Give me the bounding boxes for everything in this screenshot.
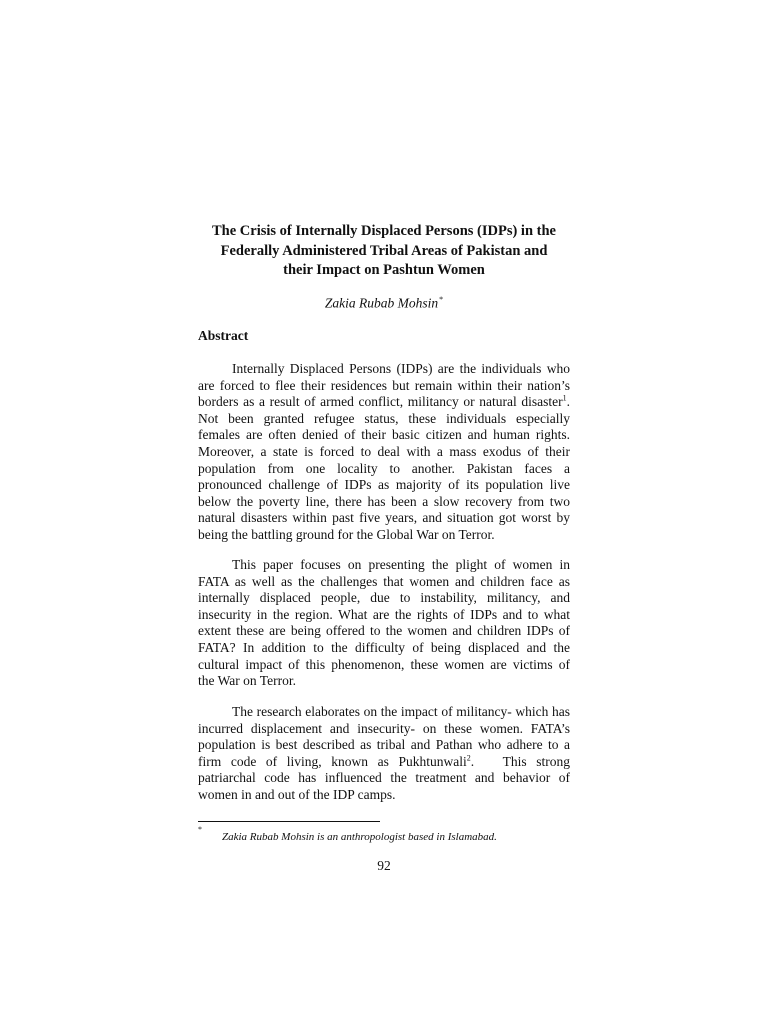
text-line: FATA as well as the challenges that women and children face as: [198, 573, 570, 589]
author-byline: [198, 295, 570, 312]
text-line: patriarchal code has influenced the treatment and behavior of: [198, 770, 570, 786]
text-line: females are often denied of their basic citizen and human rights.: [198, 427, 570, 443]
text-segment: borders as a result of armed conflict, militancy or natural disaster: [198, 394, 563, 410]
footnote-text: Zakia Rubab Mohsin is an anthropologist based in Islamabad.: [222, 831, 497, 843]
text-line: natural disasters within past five years, and situation got worst by: [198, 510, 570, 526]
abstract-heading: Abstract: [198, 328, 249, 343]
text-line: population from one locality to another. Pakistan faces a: [198, 460, 570, 476]
text-line: [198, 394, 570, 411]
text-line: pronounced challenge of IDPs as majority of its population live: [198, 477, 570, 493]
text-line: This paper focuses on presenting the plight of women in: [232, 557, 570, 572]
article-title: [198, 222, 570, 281]
text-line: internally displaced people, due to instability, militancy, and: [198, 590, 570, 606]
author-footnote-marker: *: [439, 295, 444, 304]
title-line: The Crisis of Internally Displaced Persons (IDPs) in the: [212, 223, 556, 239]
page-number: 92: [377, 858, 391, 873]
author-name: Zakia Rubab Mohsin: [324, 295, 439, 311]
abstract-paragraph-2: [198, 557, 570, 690]
footnote-separator: [198, 821, 380, 822]
title-line: their Impact on Pashtun Women: [283, 262, 485, 278]
abstract-paragraph-3: [198, 704, 570, 804]
text-line: are forced to flee their residences but remain within their nation’s: [198, 377, 570, 393]
text-segment: firm code of living, known as Pukhtunwali: [198, 753, 467, 769]
text-line: insecurity in the region. What are the rights of IDPs and to what: [198, 606, 570, 622]
footnote-marker: *: [198, 825, 202, 834]
text-line: below the poverty line, there has been a slow recovery from two: [198, 493, 570, 509]
text-line: the War on Terror.: [198, 673, 296, 689]
text-line: Moreover, a state is forced to deal with a mass exodus of their: [198, 443, 570, 459]
footnote-reference: 1: [562, 393, 567, 403]
title-line: Federally Administered Tribal Areas of Pakistan and: [220, 242, 548, 259]
text-segment: .: [566, 394, 570, 410]
text-line: The research elaborates on the impact of militancy- which has: [232, 704, 570, 719]
text-line: incurred displacement and insecurity- on these women. FATA’s: [198, 720, 570, 736]
text-segment: . This strong: [470, 753, 570, 769]
text-line: [198, 754, 570, 771]
text-line: FATA? In addition to the difficulty of being displaced and the: [198, 639, 570, 655]
text-line: population is best described as tribal and Pathan who adhere to a: [198, 737, 570, 753]
footnote-reference: 2: [466, 753, 471, 763]
text-line: extent these are being offered to the women and children IDPs of: [198, 623, 570, 639]
text-line: Internally Displaced Persons (IDPs) are the individuals who: [232, 361, 570, 376]
abstract-paragraph-1: [198, 361, 570, 544]
text-line: Not been granted refugee status, these individuals especially: [198, 410, 570, 426]
text-line: being the battling ground for the Global War on Terror.: [198, 526, 495, 542]
text-line: cultural impact of this phenomenon, these women are victims of: [198, 656, 570, 672]
text-line: women in and out of the IDP camps.: [198, 786, 396, 802]
